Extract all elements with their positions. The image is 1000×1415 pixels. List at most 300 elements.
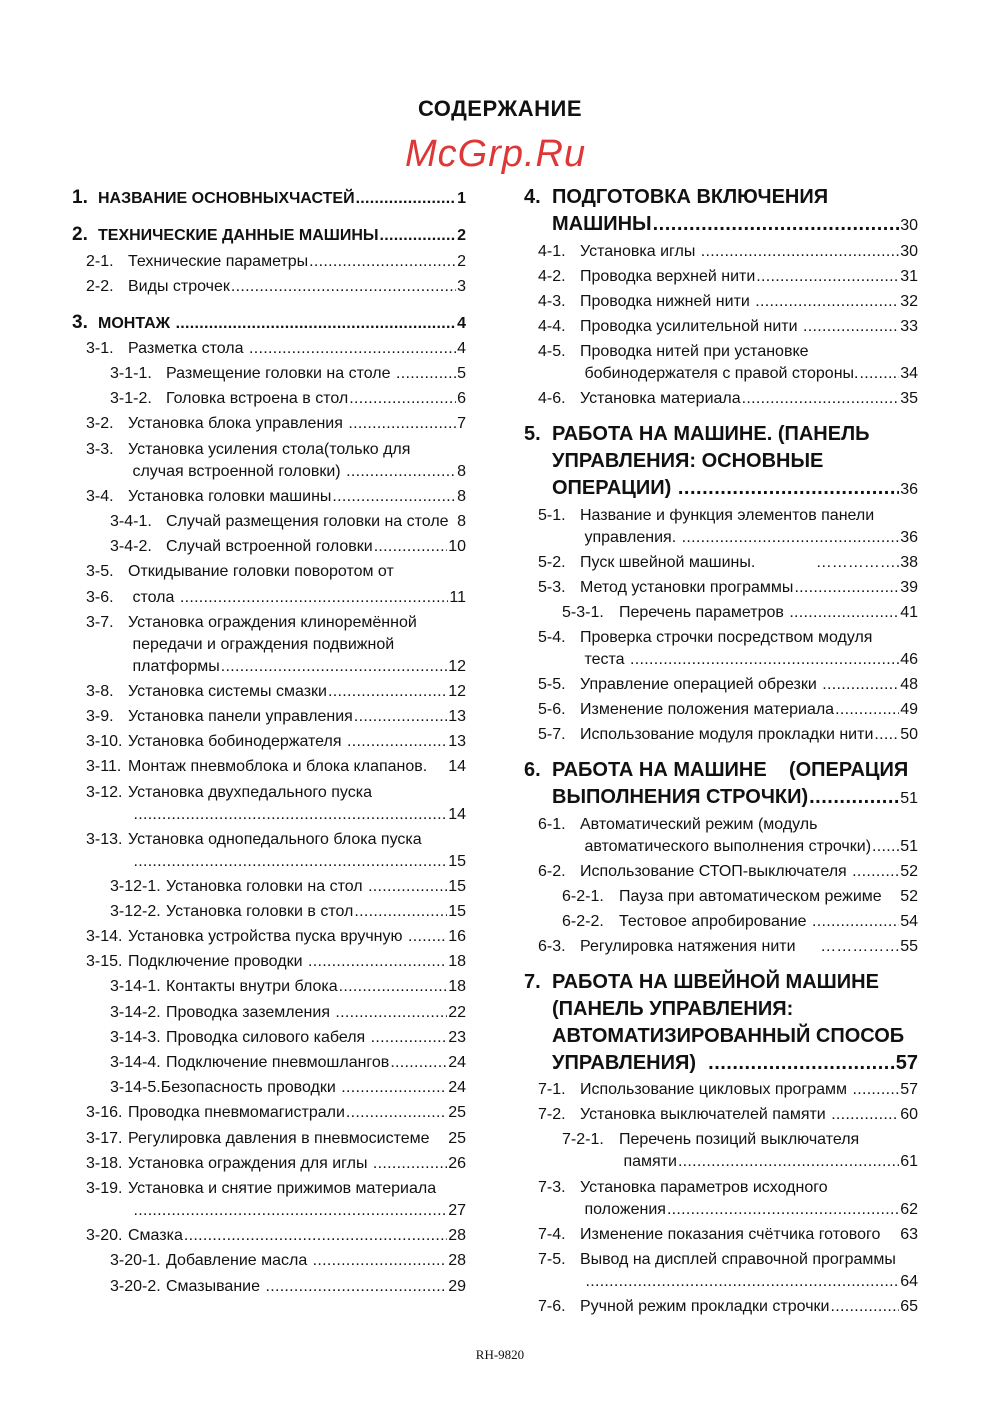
toc-page-number: 8 [457,488,466,505]
toc-page-number: 3 [457,278,466,295]
toc-leader-dots [852,861,899,883]
toc-leader-dots [831,1104,899,1126]
toc-leader-dots [852,1079,899,1101]
toc-number: 3-4-2. [110,538,152,555]
toc-page-number: 52 [900,888,918,905]
toc-leader-dots [348,413,456,435]
toc-page-number: 24 [448,1054,466,1071]
toc-page-number: 29 [448,1278,466,1295]
toc-number: 3-18. [86,1155,123,1172]
toc-leader-dots [231,276,456,298]
toc-page-number: 4 [457,315,466,332]
toc-page-number: 15 [448,903,466,920]
toc-leader-dots [374,536,448,558]
toc-page-number: 54 [900,913,918,930]
toc-leader-dots [701,241,899,263]
toc-title: Проводка нитей при установке [580,343,809,360]
toc-leader-dots [794,577,899,599]
toc-leader-dots [184,1225,447,1247]
toc-title: Установка головки на стол [166,878,368,895]
toc-line [580,1199,918,1221]
toc-title: случая встроенной головки) [128,463,346,480]
toc-leader-dots [332,486,456,508]
toc-page-number: 2 [457,253,466,270]
toc-number: 3-15. [86,953,123,970]
toc-number: 7-1. [538,1081,566,1098]
toc-line [110,1276,466,1298]
toc-page-number: 61 [900,1153,918,1170]
toc-title: Проводка силового кабеля [166,1029,370,1046]
toc-line [538,291,918,313]
toc-line [538,505,918,527]
toc-page-number: 30 [900,243,918,260]
toc-line [110,1027,466,1049]
toc-number: 3-19. [86,1180,123,1197]
toc-page-number: 55 [900,938,918,955]
toc-line [538,936,918,958]
toc-number: 5-7. [538,726,566,743]
toc-line [562,1129,918,1151]
toc-line [562,602,918,624]
toc-leader-dots [872,836,899,858]
toc-page-number: 51 [900,790,918,807]
toc-line [110,876,466,898]
toc-title: управления. [580,529,681,546]
toc-page-number: 36 [900,529,918,546]
toc-number: 4-2. [538,268,566,285]
toc-title: ТЕХНИЧЕСКИЕ ДАННЫЕ МАШИНЫ [98,227,379,244]
toc-number: 2. [72,224,88,245]
toc-line [580,363,918,385]
toc-number: 3-20. [86,1227,123,1244]
toc-number: 6-1. [538,816,566,833]
toc-number: 3-17. [86,1130,123,1147]
toc-leader-dots [349,388,456,410]
toc-line [562,886,918,908]
toc-title [580,1271,584,1293]
toc-page-number: 26 [448,1155,466,1172]
toc-page-number: 10 [448,538,466,555]
toc-leader-dots [354,706,447,728]
toc-number: 4-1. [538,243,566,260]
toc-title: Установка ограждения для иглы [128,1155,372,1172]
toc-title: Установка двухпедального пуска [128,784,372,801]
toc-number: 3-13. [86,831,123,848]
toc-leader-dots [678,1151,899,1173]
toc-page-number: 38 [900,554,918,571]
toc-number: 3-14. [86,928,123,945]
toc-title: Управление операцией обрезки [580,676,822,693]
toc-leader-dots [755,291,899,313]
toc-page-number: 34 [900,365,918,382]
toc-leader-dots [667,1199,899,1221]
toc-leader-dots [809,786,899,808]
toc-line [86,1153,466,1175]
toc-number: 4-5. [538,343,566,360]
toc-page-number: 22 [448,1004,466,1021]
toc-number: 7-2-1. [562,1131,604,1148]
toc-leader-dots [335,1002,447,1024]
toc-title: ПОДГОТОВКА ВКЛЮЧЕНИЯ [552,186,829,208]
toc-page-number: 12 [448,683,466,700]
toc-line [538,388,918,410]
toc-page-number: 8 [457,463,466,480]
toc-line [538,1104,918,1126]
toc-page-number: 31 [900,268,918,285]
toc-title: Установка системы смазки [128,683,327,700]
toc-leader-dots [265,1276,447,1298]
toc-leader-dots [835,699,899,721]
toc-number: 3-3. [86,441,114,458]
toc-title: автоматического выполнения строчки) [580,838,872,855]
toc-page-number: 8 [457,513,466,530]
toc-line [86,587,466,609]
toc-page-number: 11 [449,589,466,606]
toc-line [110,1250,466,1272]
toc-line [538,1177,918,1199]
toc-leader-dots [249,338,456,360]
toc-line [86,251,466,273]
toc-line [552,477,918,499]
toc-title: Установка усиления стола(только для [128,441,411,458]
toc-line [580,527,918,549]
toc-title: МАШИНЫ [552,213,652,235]
toc-line [86,1225,466,1247]
toc-page-number: 27 [448,1202,466,1219]
toc-title: Откидывание головки поворотом от [128,563,394,580]
toc-leader-dots [396,363,456,385]
toc-number: 3-1-1. [110,365,152,382]
toc-title: Проводка нижней нити [580,293,755,310]
toc-line [110,388,466,410]
toc-line [86,338,466,360]
toc-leader-dots [822,674,899,696]
toc-title: Смазка [128,1227,183,1244]
toc-leader-dots [180,587,449,609]
toc-leader: …………… [820,938,901,955]
toc-leader-dots [356,188,457,210]
toc-title: Установка головки в стол [166,903,354,920]
toc-title: Установка выключателей памяти [580,1106,831,1123]
toc-line [552,213,918,235]
toc-number: 3-9. [86,708,114,725]
toc-page-number: 30 [900,217,918,234]
toc-page-number: 14 [448,806,466,823]
toc-title: Установка и снятие прижимов материала [128,1180,437,1197]
toc-number: 3-14-3. [110,1029,161,1046]
toc-title: Метод установки программы [580,579,794,596]
toc-title: передачи и ограждения подвижной [128,636,395,653]
toc-line [538,724,918,746]
toc-title: Добавление масла [166,1252,312,1269]
toc-title: Перечень параметров [619,604,789,621]
toc-page-number: 60 [900,1106,918,1123]
toc-number: 3-2. [86,415,114,432]
toc-line [86,756,466,778]
toc-page-number: 52 [900,863,918,880]
toc-title: Установка бобинодержателя [128,733,346,750]
toc-title [128,804,132,826]
footer-model: RH-9820 [475,1347,525,1362]
toc-line [86,1102,466,1124]
toc-line [580,836,918,858]
toc-title [128,1200,132,1222]
toc-page-number: 33 [900,318,918,335]
toc-title: Разметка стола [128,340,248,357]
toc-line [538,1224,918,1246]
toc-title: памяти [619,1153,677,1170]
toc-line [86,276,466,298]
toc-title: РАБОТА НА ШВЕЙНОЙ МАШИНЕ [552,971,879,993]
toc-line [538,674,918,696]
toc-leader-dots [347,731,447,753]
toc-line [580,1271,918,1293]
toc-leader-dots [874,724,899,746]
toc-number: 3-20-2. [110,1278,161,1295]
toc-title: Размещение головки на столе [166,365,395,382]
toc-title: Безопасность проводки [160,1079,341,1096]
toc-title: Случай встроенной головки [166,538,373,555]
toc-number: 6-3. [538,938,566,955]
toc-line [538,1296,918,1318]
toc-title: Проводка усилительной нити [580,318,803,335]
toc-line [86,926,466,948]
toc-title: Перечень позиций выключателя [619,1131,860,1148]
toc-page-number: 14 [448,758,466,775]
toc-leader-dots [368,876,447,898]
toc-number: 3-1-2. [110,390,152,407]
toc-number: 6. [524,759,541,781]
toc-number: 7-2. [538,1106,566,1123]
toc-page-number: 64 [900,1273,918,1290]
toc-page-number: 46 [900,651,918,668]
toc-number: 5-6. [538,701,566,718]
toc-number: 2-2. [86,278,114,295]
toc-leader-dots [830,1296,899,1318]
toc-leader-dots [630,649,899,671]
toc-title: Установка материала [580,390,741,407]
toc-number: 7. [524,971,541,993]
toc-title: Контакты внутри блока [166,978,338,995]
toc-page-number: 51 [900,838,918,855]
toc-number: 4-4. [538,318,566,335]
toc-number: 5-1. [538,507,566,524]
toc-number: 3-12-2. [110,903,161,920]
toc-title: стола [128,589,179,606]
toc-number: 4-6. [538,390,566,407]
toc-line [86,731,466,753]
toc-leader-dots [221,656,447,678]
toc-number: 4-3. [538,293,566,310]
toc-title: Название и функция элементов панели [580,507,875,524]
toc-number: 7-6. [538,1298,566,1315]
toc-line [524,186,918,208]
toc-title: Проверка строчки посредством модуля [580,629,873,646]
toc-line [552,1052,918,1074]
toc-number: 5-5. [538,676,566,693]
toc-line [72,187,466,209]
toc-page-number: 18 [448,978,466,995]
toc-line [86,1128,466,1150]
toc-leader-dots [176,313,457,335]
toc-page-number: 57 [900,1081,918,1098]
toc-line [86,1178,466,1200]
toc-number: 3-11. [86,758,122,775]
toc-number: 3-6. [86,589,114,606]
toc-line [538,341,918,363]
toc-number: 5-3-1. [562,604,604,621]
toc-line [72,224,466,246]
toc-leader-dots [789,602,899,624]
toc-line [110,901,466,923]
toc-number: 3-4. [86,488,114,505]
toc-number: 3-1. [86,340,114,357]
toc-number: 3-16. [86,1104,123,1121]
toc-leader-dots [756,266,899,288]
toc-number: 5-4. [538,629,566,646]
toc-page-number: 25 [448,1130,466,1147]
toc-leader-dots [682,527,900,549]
toc-line [128,851,466,873]
toc-leader-dots [133,1200,447,1222]
toc-title: Установка панели управления [128,708,353,725]
toc-page-number: 13 [448,733,466,750]
toc-number: 5. [524,423,541,445]
toc-leader-dots [742,388,900,410]
toc-page-number: 25 [448,1104,466,1121]
toc-leader-dots [341,1077,447,1099]
toc-page-number: 2 [457,227,466,244]
toc-leader-dots [408,926,447,948]
toc-leader-dots [678,477,899,499]
toc-title: Использование СТОП-выключателя [580,863,852,880]
toc-leader-dots [133,804,447,826]
toc-line [552,1025,918,1047]
toc-line [110,976,466,998]
toc-page-number: 28 [448,1227,466,1244]
toc-number: 6-2-2. [562,913,604,930]
toc-title: Изменение положения материала [580,701,835,718]
toc-page-number: 63 [900,1226,918,1243]
toc-leader-dots [812,911,899,933]
toc-number: 6-2-1. [562,888,604,905]
toc-title: Установка устройства пуска вручную [128,928,407,945]
toc-number: 3-14-1. [110,978,161,995]
toc-title: Установка иглы [580,243,700,260]
toc-leader-dots [373,1153,447,1175]
toc-title: УПРАВЛЕНИЯ) [552,1052,708,1074]
toc-number: 5-3. [538,579,566,596]
toc-line [552,450,918,472]
toc-title: бобинодержателя с правой стороны. [580,365,859,382]
toc-line [524,423,918,445]
toc-page-number: 6 [457,390,466,407]
toc-page-number: 15 [448,853,466,870]
toc-title: РАБОТА НА МАШИНЕ (ОПЕРАЦИЯ [552,759,909,781]
toc-title: Подключение пневмошлангов [166,1054,390,1071]
toc-number: 3-12. [86,784,123,801]
toc-line [110,1077,466,1099]
toc-leader-dots [133,851,447,873]
toc-title: Установка головки машины [128,488,332,505]
toc-number: 3-7. [86,614,114,631]
toc-title: Виды строчек [128,278,230,295]
toc-line [110,363,466,385]
toc-line [86,681,466,703]
toc-number: 2-1. [86,253,114,270]
watermark: McGrp.Ru [405,133,587,175]
toc-title: (ПАНЕЛЬ УПРАВЛЕНИЯ: [552,998,794,1020]
toc-page-number: 1 [457,190,466,207]
toc-leader-dots [859,363,899,385]
toc-page-number: 16 [448,928,466,945]
toc-number: 3-8. [86,683,114,700]
toc-leader-dots [380,225,457,247]
toc-leader-dots [390,1052,447,1074]
toc-leader-dots [371,1027,448,1049]
toc-page-number: 49 [900,701,918,718]
toc-title: УПРАВЛЕНИЯ: ОСНОВНЫЕ [552,450,824,472]
toc-number: 3-10. [86,733,123,750]
toc-page-number: 15 [448,878,466,895]
toc-line [538,814,918,836]
toc-page-number: 41 [900,604,918,621]
toc-line [538,241,918,263]
toc-leader-dots [328,681,447,703]
toc-title: МОНТАЖ [98,315,175,332]
toc-title: Проводка заземления [166,1004,335,1021]
toc-leader-dots [313,1250,448,1272]
toc-line [110,1002,466,1024]
toc-leader-dots [309,251,456,273]
toc-line [538,699,918,721]
toc-number: 1. [72,187,88,208]
toc-line [538,577,918,599]
toc-page-number: 32 [900,293,918,310]
toc-title: Установка ограждения клиноремённой [128,614,417,631]
toc-title: Технические параметры [128,253,309,270]
toc-title: Смазывание [166,1278,265,1295]
toc-line [562,911,918,933]
toc-leader-dots [585,1271,899,1293]
toc-page-number: 4 [457,340,466,357]
toc-title: ОПЕРАЦИИ) [552,477,677,499]
toc-leader-dots [354,901,447,923]
toc-line [524,971,918,993]
toc-line [72,312,466,334]
toc-leader-dots [653,213,900,235]
toc-line [86,706,466,728]
toc-line [538,316,918,338]
toc-page-number: 23 [448,1029,466,1046]
toc-title: ВЫПОЛНЕНИЯ СТРОЧКИ) [552,786,809,808]
toc-line [86,439,466,461]
toc-line [110,1052,466,1074]
toc-line [128,461,466,483]
toc-number: 3-14-5. [110,1079,161,1096]
toc-title: платформы [128,658,220,675]
toc-line [524,759,918,781]
toc-leader-dots [346,461,456,483]
toc-line [538,627,918,649]
toc-title: Подключение проводки [128,953,307,970]
toc-line [110,536,466,558]
toc-number: 3-14-2. [110,1004,161,1021]
toc-line [86,612,466,634]
toc-number: 7-5. [538,1251,566,1268]
toc-title: Регулировка давления в пневмосистеме [128,1130,434,1147]
toc-line [538,1079,918,1101]
